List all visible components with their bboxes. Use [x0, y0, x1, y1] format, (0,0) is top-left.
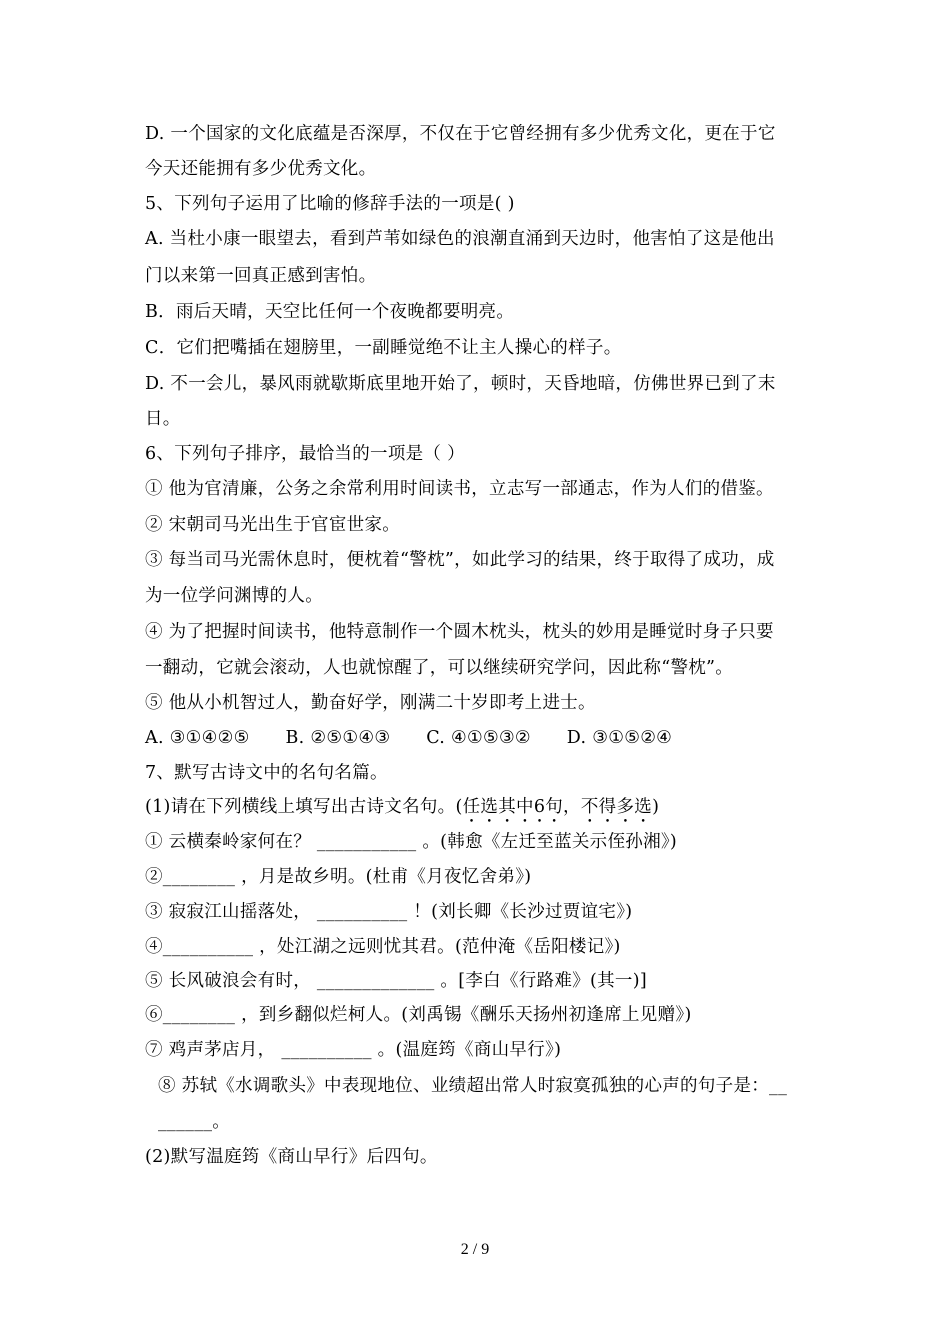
sentence-4-line1: ④ 为了把握时间读书，他特意制作一个圆木枕头，枕头的妙用是睡觉时身子只要: [145, 622, 774, 642]
q6-option-a: A. ③①④②⑤: [145, 728, 250, 748]
q7-part1-instruction: [145, 795, 659, 827]
sentence-2: ② 宋朝司马光出生于官宦世家。: [145, 515, 401, 535]
question-6: 6、下列句子排序，最恰当的一项是（ ）: [145, 444, 465, 464]
q5-option-a-line2: 门以来第一回真正感到害怕。: [145, 266, 377, 286]
poem-line-7: ⑦ 鸡声茅店月， __________ 。(温庭筠《商山早行》): [145, 1040, 562, 1060]
q6-option-b: B. ②⑤①④③: [285, 728, 391, 748]
sentence-4-line2: 一翻动，它就会滚动，人也就惊醒了，可以继续研究学问，因此称“警枕”。: [145, 658, 734, 678]
q5-option-c: C．它们把嘴插在翅膀里，一副睡觉绝不让主人操心的样子。: [145, 338, 622, 358]
poem-line-5: ⑤ 长风破浪会有时， _____________ 。[李白《行路难》(其一)]: [145, 971, 647, 991]
q5-option-b: B．雨后天晴，天空比任何一个夜晚都要明亮。: [145, 302, 515, 322]
poem-line-1: ① 云横秦岭家何在？ ___________ 。(韩愈《左迁至蓝关示侄孙湘》): [145, 832, 678, 852]
question-7: 7、默写古诗文中的名句名篇。: [145, 763, 388, 783]
poem-line-3: ③ 寂寂江山摇落处， __________ ！(刘长卿《长沙过贾谊宅》): [145, 902, 633, 922]
q6-options: [145, 726, 672, 750]
poem-line-2: ②________ ，月是故乡明。(杜甫《月夜忆舍弟》): [145, 867, 532, 887]
question-5: 5、下列句子运用了比喻的修辞手法的一项是( ): [145, 194, 515, 214]
q6-option-c: C. ④①⑤③②: [426, 728, 531, 748]
q5-option-a-line1: A. 当杜小康一眼望去，看到芦苇如绿色的浪潮直涌到天边时，他害怕了这是他出: [145, 229, 775, 249]
page-number: 2 / 9: [460, 1241, 490, 1258]
q5-option-d-line1: D. 不一会儿，暴风雨就歇斯底里地开始了，顿时，天昏地暗，仿佛世界已到了末: [145, 374, 776, 394]
poem-line-8a: ⑧ 苏轼《水调歌头》中表现地位、业绩超出常人时寂寞孤独的心声的句子是：__: [158, 1076, 788, 1096]
poem-line-6: ⑥________ ，到乡翻似烂柯人。(刘禹锡《酬乐天扬州初逢席上见赠》): [145, 1005, 692, 1025]
q7-part1-prefix: (1)请在下列横线上填写出古诗文名句。(: [145, 797, 463, 817]
option-d-line1: D. 一个国家的文化底蕴是否深厚，不仅在于它曾经拥有多少优秀文化，更在于它: [145, 124, 776, 144]
sentence-3-line1: ③ 每当司马光需休息时，便枕着“警枕”，如此学习的结果，终于取得了成功，成: [145, 550, 775, 570]
q7-part1-suffix: ): [652, 797, 660, 817]
poem-line-8b: ______。: [158, 1112, 231, 1132]
option-d-line2: 今天还能拥有多少优秀文化。: [145, 159, 377, 179]
sentence-5: ⑤ 他从小机智过人，勤奋好学，刚满二十岁即考上进士。: [145, 693, 596, 713]
q7-part1-emphasis: 任选其中6句，不得多选: [462, 797, 653, 817]
poem-line-4: ④__________ ，处江湖之远则忧其君。(范仲淹《岳阳楼记》): [145, 937, 621, 957]
q6-option-d: D. ③①⑤②④: [566, 728, 673, 748]
q5-option-d-line2: 日。: [145, 409, 181, 429]
sentence-3-line2: 为一位学问渊博的人。: [145, 586, 323, 606]
sentence-1: ① 他为官清廉，公务之余常利用时间读书，立志写一部通志，作为人们的借鉴。: [145, 479, 774, 499]
q7-part2: (2)默写温庭筠《商山早行》后四句。: [145, 1147, 438, 1167]
